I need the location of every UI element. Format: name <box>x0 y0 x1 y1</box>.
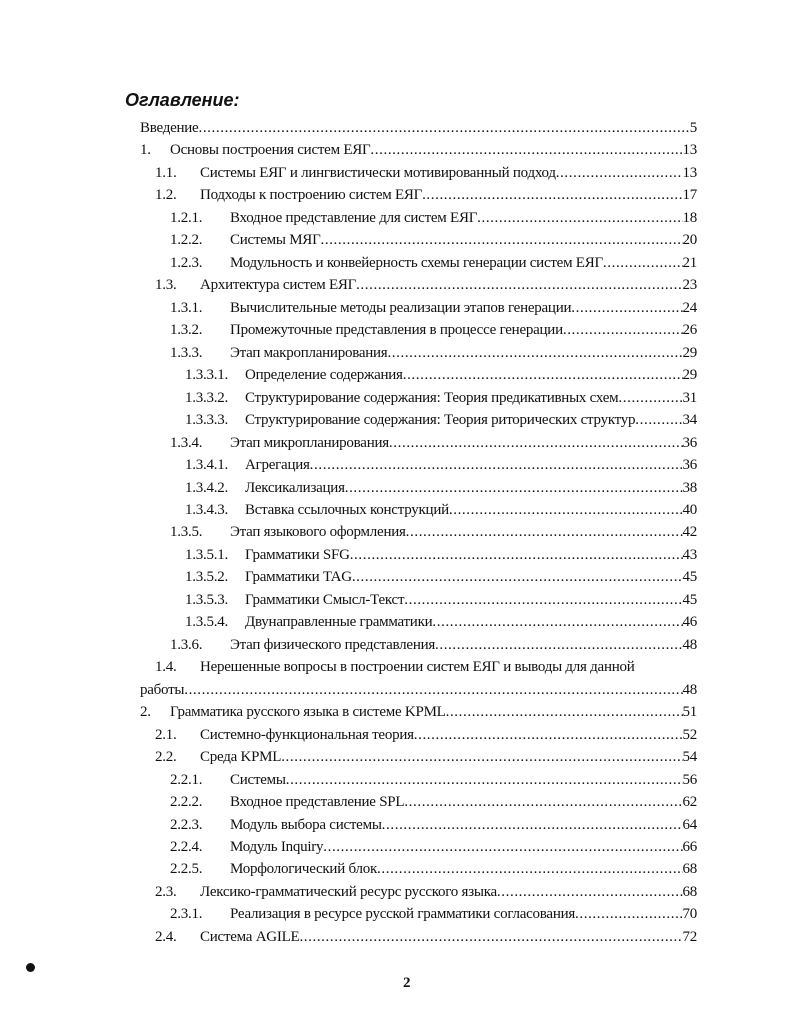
entry-row <box>245 364 697 386</box>
entry-title: Грамматики Смысл-Текст <box>245 591 405 608</box>
dot-leader <box>345 477 683 499</box>
entry-page: 29 <box>682 344 697 361</box>
dot-leader <box>370 139 682 161</box>
toc-entry[interactable] <box>0 724 799 746</box>
entry-number: 1.3.4.1. <box>185 457 228 474</box>
entry-page: 17 <box>682 187 697 204</box>
entry-row <box>245 409 697 431</box>
entry-number: 2.2. <box>155 749 177 766</box>
entry-row <box>230 432 697 454</box>
entry-number: 2.4. <box>155 928 177 945</box>
dot-leader <box>406 521 683 543</box>
entry-title: Модуль выбора системы <box>230 816 382 833</box>
toc-entry[interactable] <box>0 903 799 925</box>
entry-title: Структурирование содержания: Теория риторических структур <box>245 412 636 429</box>
entry-number: 1.3.3.1. <box>185 367 228 384</box>
entry-row <box>200 274 697 296</box>
entry-row <box>230 319 697 341</box>
dot-leader <box>404 589 682 611</box>
entry-title: Модульность и конвейерность схемы генерации систем ЕЯГ <box>230 254 603 271</box>
entry-title: Лексико-грамматический ресурс русского языка <box>200 883 497 900</box>
dot-leader <box>377 858 682 880</box>
entry-page: 68 <box>682 883 697 900</box>
toc-entry[interactable] <box>0 477 799 499</box>
toc-entry[interactable] <box>0 634 799 656</box>
entry-page: 68 <box>682 861 697 878</box>
entry-page: 36 <box>682 457 697 474</box>
entry-page: 52 <box>682 726 697 743</box>
entry-number: 2.3.1. <box>170 906 203 923</box>
dot-leader <box>389 432 683 454</box>
entry-title: Среда KPML <box>200 749 282 766</box>
entry-page: 24 <box>682 299 697 316</box>
toc-entry[interactable] <box>0 454 799 476</box>
entry-page: 21 <box>682 254 697 271</box>
entry-number: 2.2.3. <box>170 816 203 833</box>
entry-number: 1.3.1. <box>170 299 203 316</box>
dot-leader <box>356 274 682 296</box>
toc-entry[interactable] <box>0 814 799 836</box>
toc-title: Оглавление: <box>125 90 240 110</box>
toc-entry[interactable] <box>0 611 799 633</box>
entry-row <box>245 611 697 633</box>
entry-row <box>230 836 697 858</box>
entry-number: 1.3.3. <box>170 344 203 361</box>
entry-title: Этап макропланирования <box>230 344 388 361</box>
entry-number: 2.2.1. <box>170 771 203 788</box>
entry-title: Вычислительные методы реализации этапов генерации <box>230 299 572 316</box>
entry-page: 26 <box>682 322 697 339</box>
entry-page: 64 <box>682 816 697 833</box>
entry-page: 42 <box>682 524 697 541</box>
dot-leader <box>403 364 683 386</box>
entry-title: Промежуточные представления в процессе генерации <box>230 322 563 339</box>
entry-page: 54 <box>682 749 697 766</box>
toc-entry[interactable] <box>0 499 799 521</box>
entry-number: 1.3.5.2. <box>185 569 228 586</box>
entry-title: Двунаправленные грамматики <box>245 614 433 631</box>
entry-page: 5 <box>689 120 697 136</box>
entry-title: Введение <box>140 120 199 136</box>
entry-row <box>245 566 697 588</box>
dot-leader <box>563 319 683 341</box>
entry-title: Структурирование содержания: Теория предикативных схем <box>245 389 619 406</box>
entry-number: 2.3. <box>155 883 177 900</box>
entry-page: 38 <box>682 479 697 496</box>
entry-page: 31 <box>682 389 697 406</box>
entry-page: 45 <box>682 569 697 586</box>
entry-number: 1.3.4.2. <box>185 479 228 496</box>
toc-entry[interactable] <box>0 566 799 588</box>
entry-row <box>200 746 697 768</box>
entry-page: 40 <box>682 501 697 518</box>
entry-row <box>230 814 697 836</box>
entry-number: 1.2.3. <box>170 254 203 271</box>
toc-entry[interactable] <box>0 521 799 543</box>
entry-number: 1.3.4. <box>170 434 203 451</box>
entry-number: 1.1. <box>155 164 177 181</box>
entry-title: Нерешенные вопросы в построении систем ЕЯГ и выводы для данной <box>200 659 635 676</box>
entry-row <box>230 858 697 880</box>
entry-title: Грамматика русского языка в системе KPML <box>170 704 446 721</box>
entry-row <box>170 701 697 723</box>
entry-page: 46 <box>682 614 697 631</box>
entry-row <box>230 297 697 319</box>
toc-entry[interactable] <box>0 836 799 858</box>
entry-title: Грамматики TAG <box>245 569 352 586</box>
dot-leader <box>198 117 689 139</box>
dot-leader <box>387 342 682 364</box>
dot-leader <box>184 679 682 701</box>
entry-row <box>230 903 697 925</box>
dot-leader <box>603 252 683 274</box>
entry-page: 66 <box>682 839 697 855</box>
dot-leader <box>422 184 682 206</box>
entry-row <box>245 589 697 611</box>
entry-page: 20 <box>682 232 697 249</box>
toc-entry[interactable] <box>0 297 799 319</box>
entry-page: 36 <box>682 434 697 451</box>
dot-leader <box>618 387 682 409</box>
dot-leader <box>414 724 683 746</box>
entry-row <box>230 207 697 229</box>
entry-page: 72 <box>682 928 697 945</box>
entry-row <box>245 499 697 521</box>
dot-leader <box>321 229 683 251</box>
entry-title: Реализация в ресурсе русской грамматики согласования <box>230 906 576 923</box>
entry-title: Модуль Inquiry <box>230 839 324 855</box>
dot-leader <box>449 499 683 521</box>
entry-row <box>230 252 697 274</box>
entry-number: 1. <box>140 142 151 159</box>
dot-leader <box>477 207 682 229</box>
toc-entry[interactable] <box>0 364 799 386</box>
entry-title: Подходы к построению систем ЕЯГ <box>200 187 423 204</box>
entry-row <box>170 139 697 161</box>
entry-row <box>200 881 697 903</box>
dot-leader <box>635 409 682 431</box>
entry-title: Этап языкового оформления <box>230 524 406 541</box>
entry-row <box>230 769 697 791</box>
entry-page: 48 <box>682 681 697 698</box>
entry-number: 1.3.2. <box>170 322 203 339</box>
toc-entry[interactable] <box>0 184 799 206</box>
entry-title: Входное представление для систем ЕЯГ <box>230 209 478 226</box>
entry-number: 2.2.4. <box>170 839 203 855</box>
dot-leader <box>446 701 683 723</box>
entry-page: 29 <box>682 367 697 384</box>
entry-title: Системы МЯГ <box>230 232 321 249</box>
dot-leader <box>432 611 682 633</box>
entry-number: 2. <box>140 704 151 721</box>
entry-number: 1.3.5. <box>170 524 203 541</box>
toc-entry[interactable] <box>0 926 799 948</box>
toc-entry[interactable] <box>0 589 799 611</box>
entry-number: 1.3.5.3. <box>185 591 228 608</box>
dot-leader <box>350 544 683 566</box>
entry-page: 45 <box>682 591 697 608</box>
dot-leader <box>556 162 683 184</box>
toc-entry[interactable] <box>0 207 799 229</box>
toc-entry[interactable] <box>0 229 799 251</box>
entry-number: 1.3.5.1. <box>185 546 228 563</box>
entry-page: 56 <box>682 771 697 788</box>
toc-entry[interactable] <box>0 274 799 296</box>
entry-number: 2.1. <box>155 726 177 743</box>
entry-page: 34 <box>682 412 697 429</box>
dot-leader <box>435 634 682 656</box>
entry-row <box>230 634 697 656</box>
entry-page: 48 <box>682 636 697 653</box>
entry-row <box>230 791 697 813</box>
scan-dot-mark <box>26 963 35 972</box>
toc-entry[interactable] <box>0 387 799 409</box>
entry-title: Грамматики SFG <box>245 546 350 563</box>
entry-page: 51 <box>682 704 697 721</box>
entry-number: 1.4. <box>155 659 177 676</box>
dot-leader <box>571 297 682 319</box>
entry-title: Агрегация <box>245 457 310 474</box>
entry-row <box>140 117 697 139</box>
dot-leader <box>299 926 682 948</box>
dot-leader <box>281 746 682 768</box>
entry-page: 13 <box>682 164 697 181</box>
entry-number: 1.3.6. <box>170 636 203 653</box>
entry-title: Системы ЕЯГ и лингвистически мотивированный подход <box>200 164 556 181</box>
toc-entry[interactable] <box>0 769 799 791</box>
entry-row <box>200 926 697 948</box>
entry-page: 43 <box>682 546 697 563</box>
toc-entry[interactable] <box>0 544 799 566</box>
entry-number: 1.2.2. <box>170 232 203 249</box>
entry-row <box>245 477 697 499</box>
toc-entry[interactable] <box>0 342 799 364</box>
entry-number: 1.2. <box>155 187 177 204</box>
toc-entry[interactable] <box>0 139 799 161</box>
entry-title: Система AGILE <box>200 928 300 945</box>
dot-leader <box>310 454 683 476</box>
entry-number: 2.2.5. <box>170 861 203 878</box>
entry-row <box>230 229 697 251</box>
entry-title: Системы <box>230 771 286 788</box>
entry-title-continuation: работы <box>140 681 185 698</box>
entry-number: 1.3.4.3. <box>185 501 228 518</box>
dot-leader <box>497 881 683 903</box>
toc-entry[interactable] <box>0 117 799 139</box>
entry-number: 2.2.2. <box>170 794 203 811</box>
entry-row <box>200 162 697 184</box>
entry-title: Вставка ссылочных конструкций <box>245 501 449 518</box>
entry-title: Этап физического представления <box>230 636 436 653</box>
entry-row <box>140 679 697 701</box>
entry-row <box>230 521 697 543</box>
entry-row <box>200 184 697 206</box>
entry-title: Основы построения систем ЕЯГ <box>170 142 371 159</box>
entry-number: 1.3.3.2. <box>185 389 228 406</box>
toc-entry[interactable] <box>0 881 799 903</box>
toc-entry[interactable] <box>0 409 799 431</box>
entry-page: 62 <box>682 794 697 811</box>
entry-number: 1.3.3.3. <box>185 412 228 429</box>
entry-page: 18 <box>682 209 697 226</box>
toc-entry[interactable] <box>0 252 799 274</box>
toc-entry[interactable] <box>0 746 799 768</box>
toc-entry[interactable] <box>0 656 799 678</box>
entry-row <box>200 724 697 746</box>
toc-entry[interactable] <box>0 701 799 723</box>
entry-page: 13 <box>682 142 697 159</box>
toc-entry-continuation <box>0 679 799 701</box>
toc-entry[interactable] <box>0 162 799 184</box>
entry-title: Морфологический блок <box>230 861 378 878</box>
dot-leader <box>575 903 682 925</box>
page-number: 2 <box>403 975 411 991</box>
entry-title: Системно-функциональная теория <box>200 726 414 743</box>
entry-row <box>245 544 697 566</box>
entry-number: 1.3.5.4. <box>185 614 228 631</box>
toc-entry[interactable] <box>0 791 799 813</box>
entry-page: 70 <box>682 906 697 923</box>
entry-title: Входное представление SPL <box>230 794 405 811</box>
dot-leader <box>382 814 683 836</box>
entry-title: Лексикализация <box>245 479 345 496</box>
entry-title: Этап микропланирования <box>230 434 389 451</box>
dot-leader <box>404 791 682 813</box>
toc-entry[interactable] <box>0 432 799 454</box>
entry-title: Определение содержания <box>245 367 403 384</box>
entry-number: 1.2.1. <box>170 209 203 226</box>
toc-entry[interactable] <box>0 319 799 341</box>
entry-title: Архитектура систем ЕЯГ <box>200 277 357 294</box>
dot-leader <box>323 836 682 858</box>
toc-entry[interactable] <box>0 858 799 880</box>
entry-row <box>245 454 697 476</box>
dot-leader <box>352 566 683 588</box>
entry-page: 23 <box>682 277 697 294</box>
entry-row <box>230 342 697 364</box>
entry-number: 1.3. <box>155 277 177 294</box>
table-of-contents <box>0 117 799 948</box>
dot-leader <box>286 769 683 791</box>
entry-row <box>245 387 697 409</box>
